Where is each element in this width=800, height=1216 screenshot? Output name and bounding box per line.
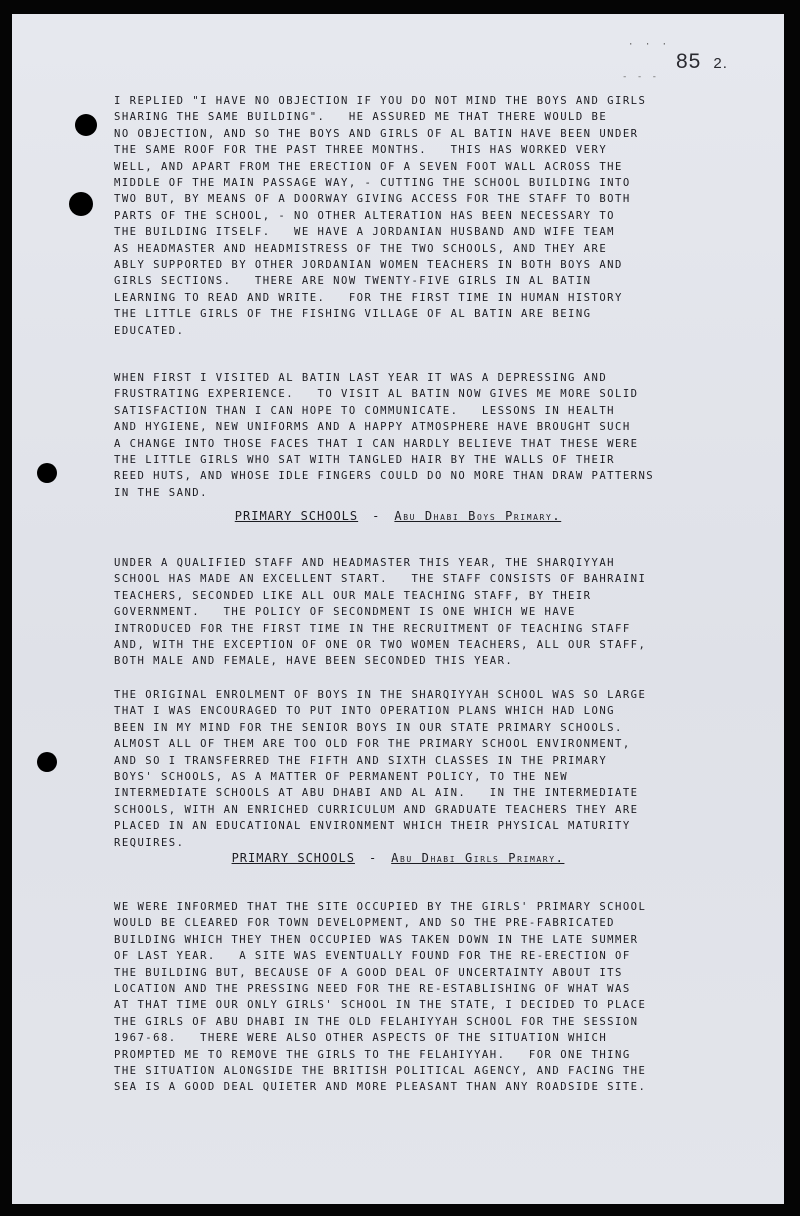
punch-hole [37,752,57,772]
faint-marks: - - - [622,72,660,82]
punch-hole [75,114,97,136]
heading-main: PRIMARY SCHOOLS [231,851,355,865]
section-heading-girls-primary [12,851,784,865]
heading-dash: - [368,851,378,865]
paragraph-al-batin-shared-building: I REPLIED "I HAVE NO OBJECTION IF YOU DO NOT MIND THE BOYS AND GIRLS SHARING THE SAME BUILDING". HE ASSURED ME THAT THERE WOULD BE NO OBJECTION, AND SO THE BOYS AND GIRLS OF AL BATIN HAVE BEEN UNDER THE SAME ROOF FOR THE PAST THREE MONTHS. THIS HAS WORKED VERY WELL, AND APART FROM THE ERECTION OF A SEVEN FOOT WALL ACROSS THE MIDDLE OF THE MAIN PASSAGE WAY, - CUTTING THE SCHOOL BUILDING INTO TWO BUT, BY MEANS OF A DOORWAY GIVING ACCESS FOR THE STAFF TO BOTH PARTS OF THE SCHOOL, - NO OTHER ALTERATION HAS BEEN NECESSARY TO THE BUILDING ITSELF. WE HAVE A JORDANIAN HUSBAND AND WIFE TEAM AS HEADMASTER AND HEADMISTRESS OF THE TWO SCHOOLS, AND THEY ARE ABLY SUPPORTED BY OTHER JORDANIAN WOMEN TEACHERS IN BOTH BOYS AND GIRLS SECTIONS. THERE ARE NOW TWENTY-FIVE GIRLS IN AL BATIN LEARNING TO READ AND WRITE. FOR THE FIRST TIME IN HUMAN HISTORY THE LITTLE GIRLS OF THE FISHING VILLAGE OF AL BATIN ARE BEING EDUCATED. [114,95,647,337]
paragraph-al-batin-visit: WHEN FIRST I VISITED AL BATIN LAST YEAR IT WAS A DEPRESSING AND FRUSTRATING EXPERIENCE. TO VISIT AL BATIN NOW GIVES ME MORE SOLID SATISFACTION THAN I CAN HOPE TO COMMUNICATE. LESSONS IN HEALTH AND HYGIENE, NEW UNIFORMS AND A HAPPY ATMOSPHERE HAVE BROUGHT SUCH A CHANGE INTO THOSE FACES THAT I CAN HARDLY BELIEVE THAT THESE WERE THE LITTLE GIRLS WHO SAT WITH TANGLED HAIR BY THE WALLS OF THEIR REED HUTS, AND WHOSE IDLE FINGERS COULD DO NO MORE THAN DRAW PATTERNS IN THE SAND. [114,372,655,499]
heading-main: PRIMARY SCHOOLS [234,509,359,523]
punch-hole [37,463,57,483]
document-page [12,14,784,1204]
faint-marks: · · · [628,40,671,50]
paragraph-girls-school-site: WE WERE INFORMED THAT THE SITE OCCUPIED BY THE GIRLS' PRIMARY SCHOOL WOULD BE CLEARED FOR TOWN DEVELOPMENT, AND SO THE PRE-FABRICATED BUILDING WHICH THEY THEN OCCUPIED WAS TAKEN DOWN IN THE LATE SUMMER OF LAST YEAR. A SITE WAS EVENTUALLY FOUND FOR THE RE-ERECTION OF THE BUILDING BUT, BECAUSE OF A GOOD DEAL OF UNCERTAINTY ABOUT ITS LOCATION AND THE PRESSING NEED FOR THE RE-ESTABLISHING OF WHAT WAS AT THAT TIME OUR ONLY GIRLS' SCHOOL IN THE STATE, I DECIDED TO PLACE THE GIRLS OF ABU DHABI IN THE OLD FELAHIYYAH SCHOOL FOR THE SESSION 1967-68. THERE WERE ALSO OTHER ASPECTS OF THE SITUATION WHICH PROMPTED ME TO REMOVE THE GIRLS TO THE FELAHIYYAH. FOR ONE THING THE SITUATION ALONGSIDE THE BRITISH POLITICAL AGENCY, AND FACING THE SEA IS A GOOD DEAL QUIETER AND MORE PLEASANT THAN ANY ROADSIDE SITE. [114,901,647,1094]
punch-hole [69,192,93,216]
page-number-sub: 2. [713,55,728,72]
heading-sub: Abu Dhabi Girls Primary. [391,851,565,865]
heading-dash: - [372,509,381,523]
paragraph-sharqiyyah-staff: UNDER A QUALIFIED STAFF AND HEADMASTER THIS YEAR, THE SHARQIYYAH SCHOOL HAS MADE AN EXCELLENT START. THE STAFF CONSISTS OF BAHRAINI TEACHERS, SECONDED LIKE ALL OUR MALE TEACHING STAFF, BY THEIR GOVERNMENT. THE POLICY OF SECONDMENT IS ONE WHICH WE HAVE INTRODUCED FOR THE FIRST TIME IN THE RECRUITMENT OF TEACHING STAFF AND, WITH THE EXCEPTION OF ONE OR TWO WOMEN TEACHERS, ALL OUR STAFF, BOTH MALE AND FEMALE, HAVE BEEN SECONDED THIS YEAR. [114,557,647,668]
page-number-main: 85 [676,50,702,73]
heading-sub: Abu Dhabi Boys Primary. [394,509,562,523]
page-number [676,50,728,74]
paragraph-enrolment: THE ORIGINAL ENROLMENT OF BOYS IN THE SHARQIYYAH SCHOOL WAS SO LARGE THAT I WAS ENCOURAGED TO PUT INTO OPERATION PLANS WHICH HAD LONG BEEN IN MY MIND FOR THE SENIOR BOYS IN OUR STATE PRIMARY SCHOOLS. ALMOST ALL OF THEM ARE TOO OLD FOR THE PRIMARY SCHOOL ENVIRONMENT, AND SO I TRANSFERRED THE FIFTH AND SIXTH CLASSES IN THE PRIMARY BOYS' SCHOOLS, AS A MATTER OF PERMANENT POLICY, TO THE NEW INTERMEDIATE SCHOOLS AT ABU DHABI AND AL AIN. IN THE INTERMEDIATE SCHOOLS, WITH AN ENRICHED CURRICULUM AND GRADUATE TEACHERS THEY ARE PLACED IN AN EDUCATIONAL ENVIRONMENT WHICH THEIR PHYSICAL MATURITY REQUIRES. [114,689,647,849]
section-heading-boys-primary [12,509,784,523]
